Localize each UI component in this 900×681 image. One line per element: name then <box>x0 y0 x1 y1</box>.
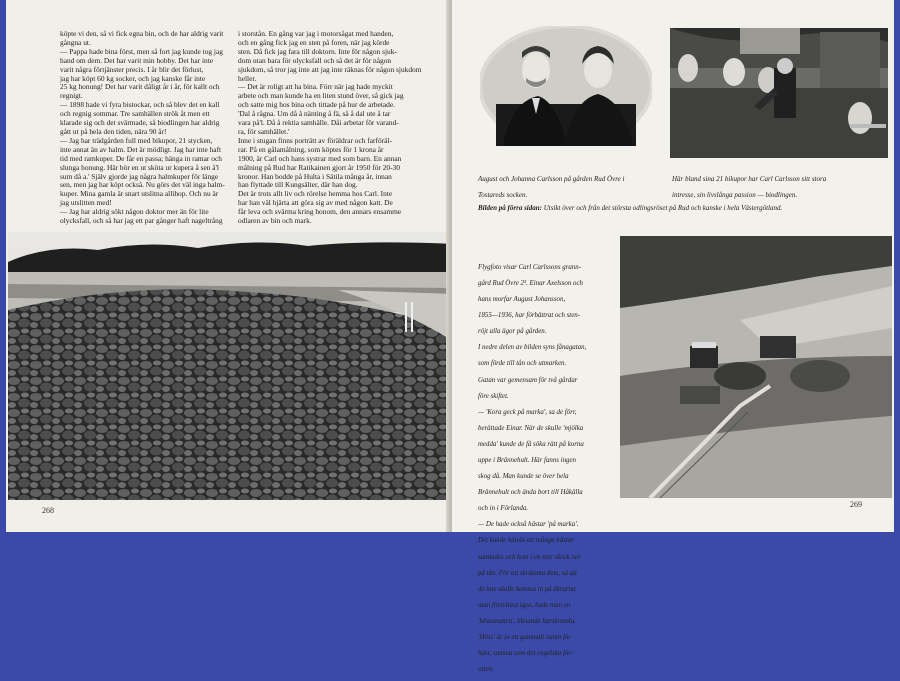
text-line: 'Dal å rågna. Um då å nänting å fä, så å dal ute å tar <box>238 109 391 119</box>
caption-line: I nedre delen av bilden syns fånagatan, <box>478 344 587 352</box>
previous-page-note-label: Bilden på förra sidan: <box>478 204 542 212</box>
text-line: målning på Rud har Ratikainen gjort år 1950 för 20-30 <box>238 162 400 172</box>
aerial-photo <box>620 236 892 498</box>
caption-line: skog då. Man kunde se över hela <box>478 473 569 481</box>
text-line: sjukdom, så tror jag inte att jag inte räknas för någon sjukdom <box>238 64 422 74</box>
text-line: sum då a.' Själv gjorde jag några halmkuper för länge <box>60 171 219 181</box>
text-line: Inne i stugan finns porträtt av föräldrar och farföräl- <box>238 135 392 145</box>
caption-line: berättade Einar. När de skulle 'mjölka <box>478 424 584 432</box>
text-line: jag har köpt 60 kg socker, och jag kanske får inte <box>60 73 206 83</box>
caption-line: esten. <box>478 666 494 674</box>
rock-field-image <box>8 232 454 500</box>
text-line: 1900, är Carl och hans systrar med som barn. En annan <box>238 153 402 163</box>
text-line: klarade sig och det svärmade, så biodlingen har aldrig <box>60 118 220 128</box>
caption-line: Gatan var gemensam för två gårdar <box>478 376 578 384</box>
caption-line: Tostareds socken. <box>478 190 528 199</box>
text-line: han flyttade till Kungsälter, där han dog. <box>238 180 358 190</box>
left-page <box>6 0 451 532</box>
caption-line: hans morfar August Johansson, <box>478 296 566 304</box>
portrait-caption <box>478 168 668 206</box>
text-line: — Pappa hade bina först, men så fort jag kunde tog jag <box>60 46 223 56</box>
left-column-1 <box>60 30 230 226</box>
text-line: 25 kg honung! Det har varit dåligt år i år, för kallt och <box>60 82 220 92</box>
text-line: kronor. Han bodde på Hulta i Sätila många år, innan <box>238 171 392 181</box>
text-line: och regnig sommar. Tre samhällen strök åt men ett <box>60 109 210 119</box>
caption-line: samlades och kom i en stor skock ner <box>478 553 581 561</box>
text-line: köpte vi den, så vi fick egna bin, och de har aldrig varit <box>60 29 224 38</box>
caption-line: August och Johanna Carlsson på gården Rud Övre i <box>478 175 625 183</box>
left-column-2 <box>238 30 438 226</box>
text-line: — 1898 hade vi fyra bistockar, och så blev det en kall <box>60 100 220 110</box>
caption-line: Här bland sina 21 bikupor har Carl Carlsson sitt stora <box>672 175 827 183</box>
right-page <box>452 0 894 674</box>
text-line: sen, men jag har köpt också. Nu görs det väl inga halm- <box>60 180 225 190</box>
caption-line: Flygfoto visar Carl Carlssons grann- <box>478 263 581 271</box>
text-line: slunga honung. Här bör en ut sköta ur kupera å sen å'l <box>60 162 219 172</box>
caption-line: Brännehult och ända bort till Håkälla <box>478 489 583 497</box>
text-line: sten. Då fick jag fara till doktorn. Inte för någon sjuk- <box>238 46 397 56</box>
caption-line: — De hade också hästar 'på marka'. <box>478 521 579 529</box>
caption-line: de inte skulle komma in på åkrarna <box>478 585 576 593</box>
caption-line: häst, samma som det engelska för- <box>478 650 574 658</box>
aerial-photo-text <box>478 256 616 681</box>
text-line: inte annat än av halm. Det är mödligt. Jag har inte haft <box>60 144 222 154</box>
left-page-number: 268 <box>42 506 54 515</box>
text-line: och en gång fick jag en sten på foren, när jag körde <box>238 37 390 47</box>
text-line: odlaren av bin och mark. <box>238 216 312 226</box>
beekeeper-photo <box>670 28 888 158</box>
caption-line: gård Rud Övre 2². Einar Axelsson och <box>478 279 583 287</box>
text-line: Det är trots allt liv och rörelse hemma hos Carl. Inte <box>238 189 393 199</box>
text-line: hand om dem. Det har varit min hobby. Det har inte <box>60 55 214 65</box>
rock-pile-photo <box>8 232 454 500</box>
text-line: ra, för samhället.' <box>238 126 290 136</box>
caption-line: före skiftet. <box>478 392 509 400</box>
text-line: gått ut på hela den tiden, nära 90 år! <box>60 126 167 136</box>
text-line: — Det är roligt att ha bina. Förr när jag hade myckit <box>238 82 393 92</box>
caption-line: medda' kunde de få söka rätt på korna <box>478 440 584 448</box>
text-line: arbete och man kunde ha en liten stund över, så gick jag <box>238 91 404 101</box>
text-line: rar. På en gålamålning, som köptes för 1 krona år <box>238 144 384 154</box>
text-line: tid med ramkuper. De får en passa; hänga in ramar och <box>60 153 222 163</box>
caption-line: och in i Förlanda. <box>478 505 529 513</box>
text-line: — Jag har aldrig sökt någon doktor mer än för lite <box>60 207 209 217</box>
caption-line: Det kunde hända att många hästar <box>478 537 574 545</box>
beekeeper-caption <box>672 168 886 206</box>
caption-line: intresse, sin livslånga passion — biodlingen. <box>672 190 798 199</box>
right-page-number: 269 <box>850 500 862 509</box>
caption-line: som förde till tån och utmarken. <box>478 360 567 368</box>
text-line: kuper. Mina gamla är snart utslitna allihop. Och nu är <box>60 189 219 199</box>
caption-line: utan försvinna igen, hade man en <box>478 601 571 609</box>
farm-aerial-image <box>620 236 892 498</box>
previous-page-note <box>478 204 888 213</box>
caption-line: 'höassnattra', liknande harskramla. <box>478 617 576 625</box>
caption-line: — 'Kora geck på marka', sa de förr, <box>478 408 577 416</box>
text-line: får leva och svärma kring honom, den annars ensamme <box>238 207 402 217</box>
caption-line: röjt alla ägor på gården. <box>478 328 547 336</box>
text-line: jag utslitten med! <box>60 198 112 208</box>
caption-line: 'Höss' är ju ett gammalt namn för <box>478 634 571 642</box>
text-line: gångna ut. <box>60 37 91 47</box>
couple-portrait-image <box>476 22 656 150</box>
text-line: i storstån. En gång var jag i motorsågat med handen, <box>238 29 394 38</box>
text-line: har han väl hjärta att göra sig av med någon katt. De <box>238 198 393 208</box>
caption-line: på tån. För att skrämma dem, så att <box>478 569 577 577</box>
caption-line: uppe i Brännehult. Här fanns ingen <box>478 457 576 465</box>
previous-page-note-text: Utsikt över och från det största odlingsröset på Rud och kanske i hela Västergötland. <box>543 204 783 212</box>
caption-line: 1855—1936, har förbättrat och sten- <box>478 312 581 320</box>
text-line: dom utan bara för olycksfall och så det är för någon <box>238 55 392 65</box>
text-line: vara på'l. Då å rektia samhälle. Dåi arbetar för varand- <box>238 118 399 128</box>
text-line: olycksfall, och så har jag ett par gånger haft nageltrång <box>60 216 223 226</box>
text-line: varit några förtjänster precis. I år blir det förlust, <box>60 64 204 74</box>
text-line: heller. <box>238 73 257 83</box>
portrait-photo <box>476 22 656 150</box>
text-line: och satte mig hos bina och tittade på hur de arbetade. <box>238 100 395 110</box>
text-line: regnigt. <box>60 91 83 101</box>
text-line: — Jag har trädgården full med bikupor, 21 stycken, <box>60 135 213 145</box>
beehives-garden-image <box>670 28 888 158</box>
